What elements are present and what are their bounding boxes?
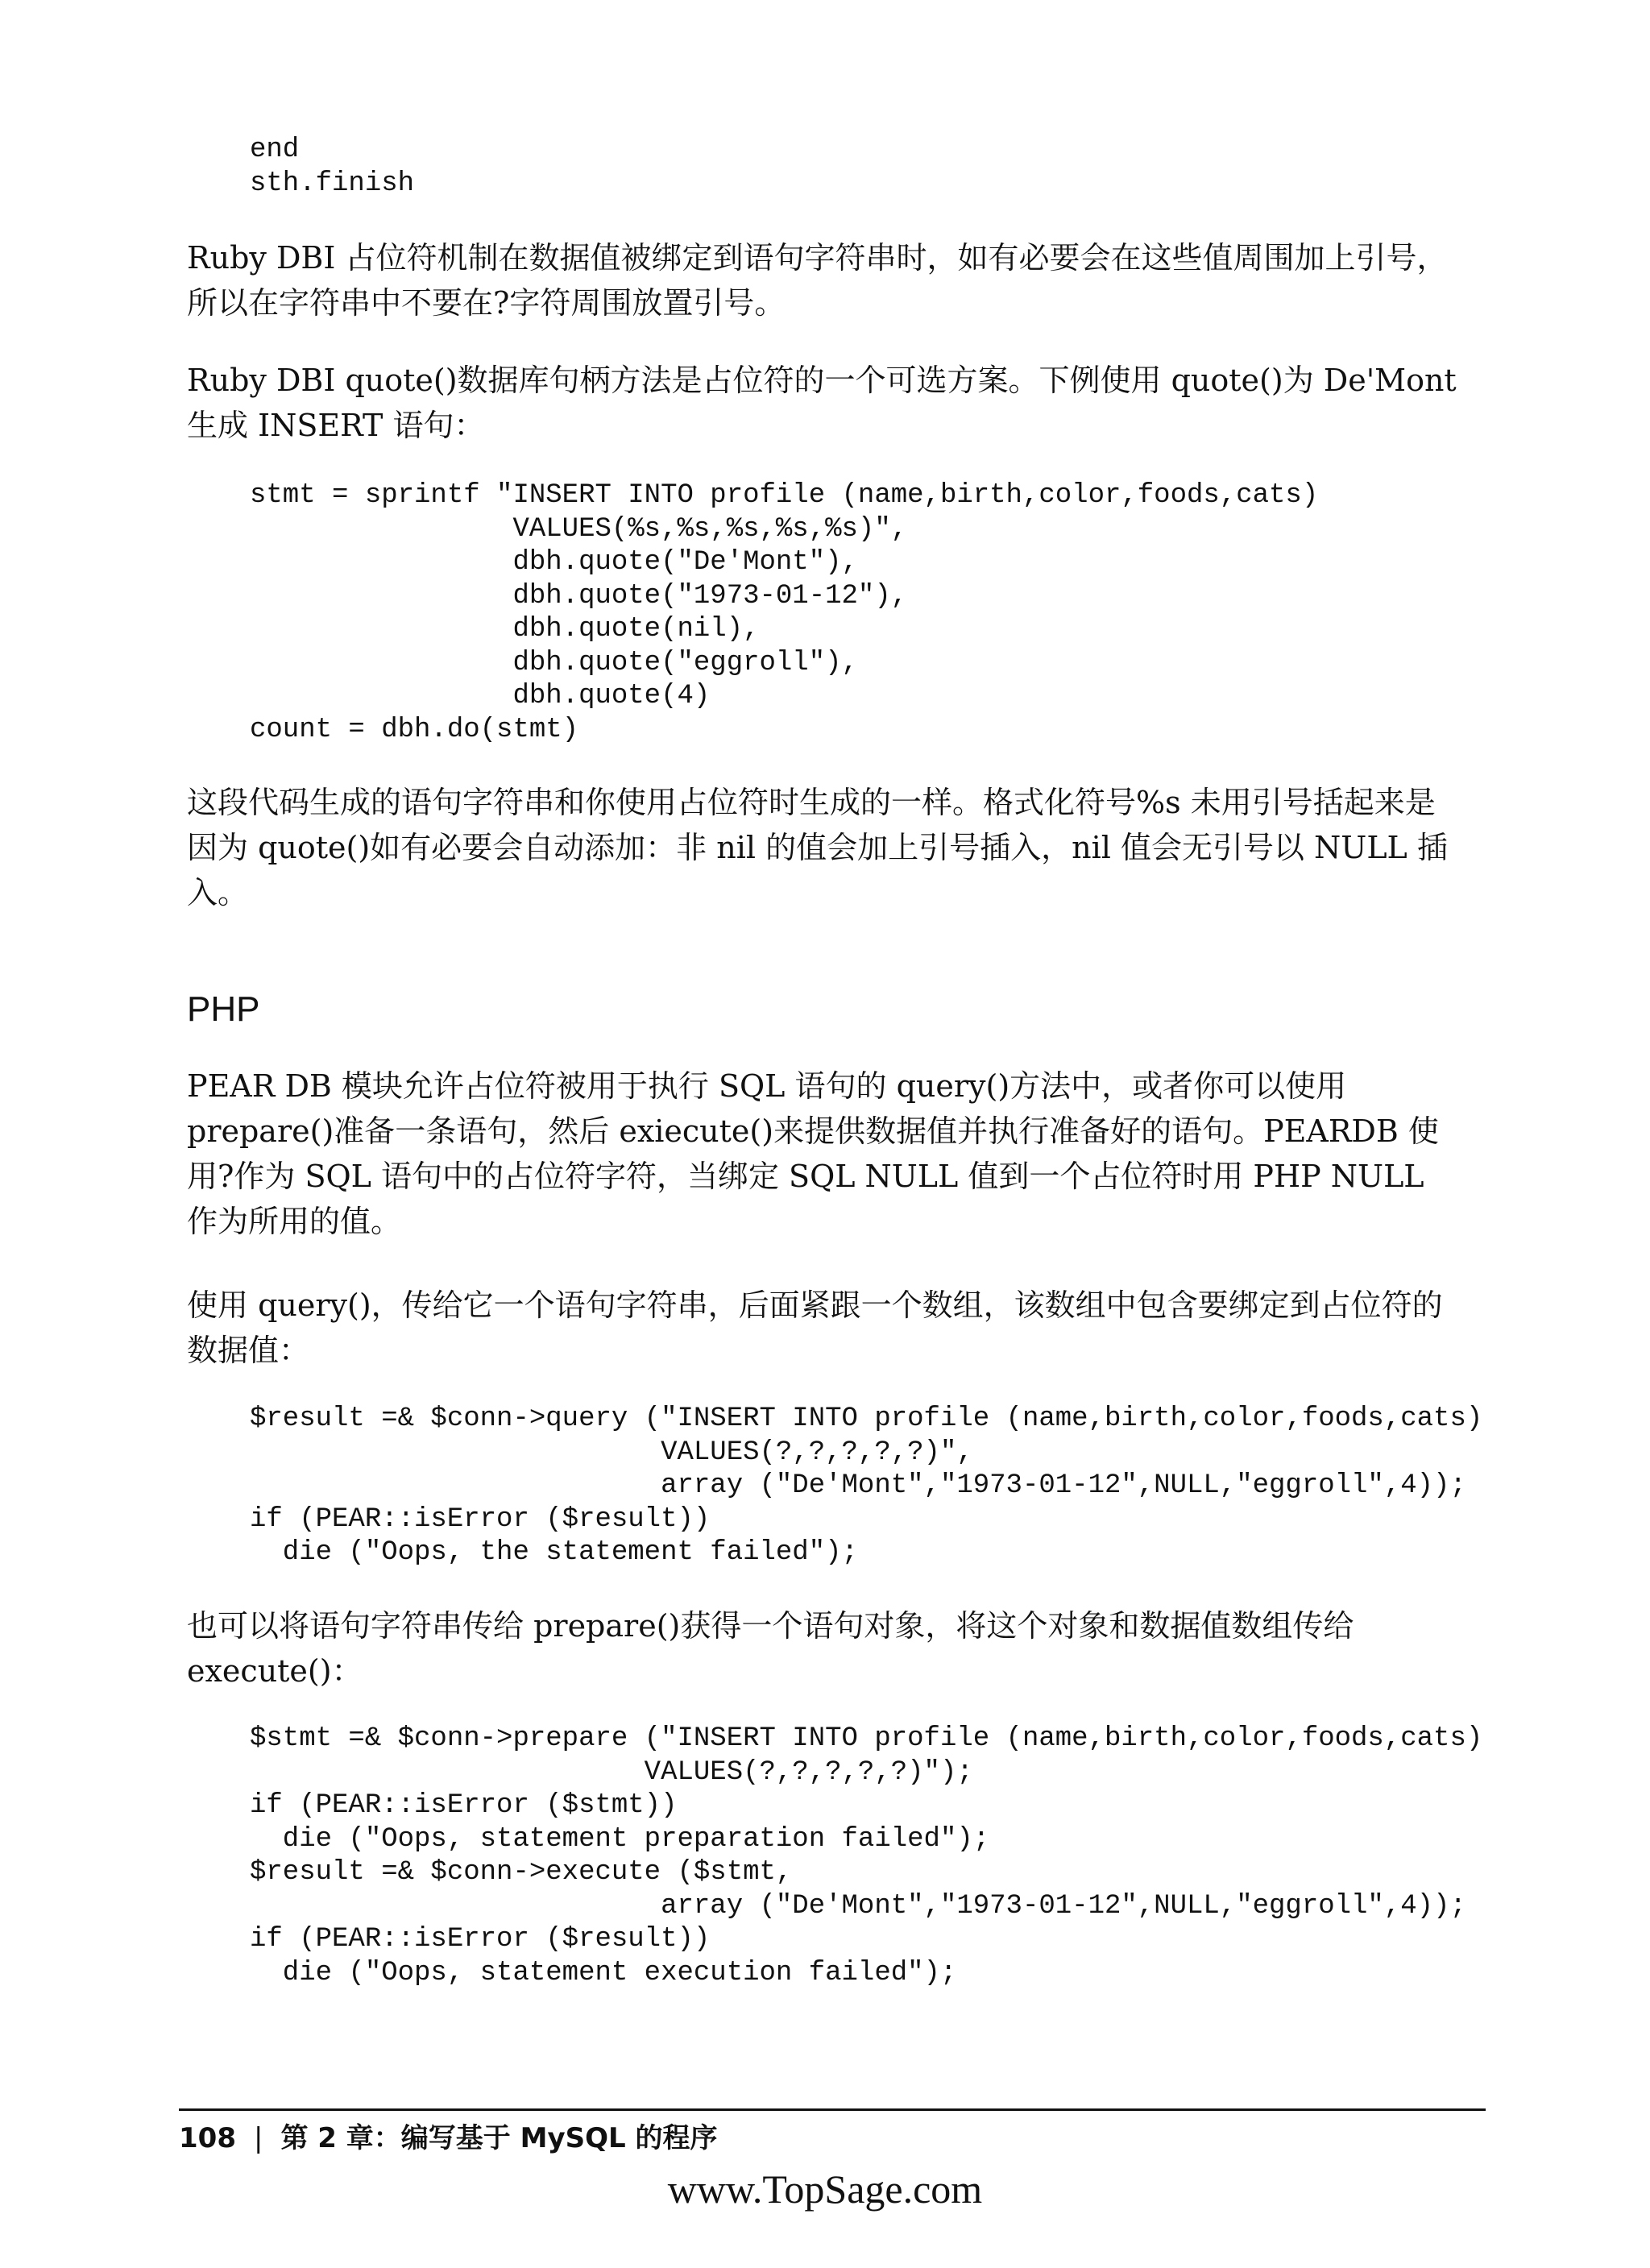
code-line: die ("Oops, the statement failed"); [250,1537,858,1568]
code-line: $result =& $conn->query ("INSERT INTO profile (name,birth,color,foods,cats) [250,1404,1483,1434]
paragraph-pear-prepare: 也可以将语句字符串传给 prepare()获得一个语句对象，将这个对象和数据值数组传给 execute()： [187,1608,1354,1689]
code-line: VALUES(%s,%s,%s,%s,%s)", [250,513,908,545]
code-block-ruby-quote [250,479,1318,747]
code-line: if (PEAR::isError ($stmt)) [250,1790,678,1821]
code-block-ruby-end [250,134,414,201]
code-block-php-prepare [250,1723,1482,1990]
footer-divider [179,2108,1486,2111]
paragraph-ruby-quote-explanation: 这段代码生成的语句字符串和你使用占位符时生成的一样。格式化符号%s 未用引号括起来是因为 quote()如有必要会自动添加：非 nil 的值会加上引号插入，nil 值会无引号以 NULL 插入。 [187,785,1448,910]
paragraph-pear-db-intro: PEAR DB 模块允许占位符被用于执行 SQL 语句的 query()方法中，或者你可以使用 prepare()准备一条语句，然后 exiecute()来提供数据值并执行准备好的语句。PEARDB 使用?作为 SQL 语句中的占位符字符，当绑定 SQL NULL 值到一个占位符时用 PHP NULL 作为所用的值。 [187,1068,1439,1239]
code-line: dbh.quote(4) [250,681,711,711]
code-line: VALUES(?,?,?,?,?)"); [250,1756,973,1788]
section-heading-php: PHP [187,989,260,1029]
code-line: count = dbh.do(stmt) [250,714,579,745]
paragraph-ruby-placeholder-quoting: Ruby DBI 占位符机制在数据值被绑定到语句字符串时，如有必要会在这些值周围加上引号，所以在字符串中不要在?字符周围放置引号。 [187,240,1448,321]
code-line: end [250,135,300,165]
paragraph-ruby-quote-method: Ruby DBI quote()数据库句柄方法是占位符的一个可选方案。下例使用 quote()为 De'Mont 生成 INSERT 语句： [187,363,1457,443]
code-line: die ("Oops, statement execution failed"); [250,1957,957,1988]
code-line: dbh.quote("1973-01-12"), [250,580,908,612]
footer-separator: | [253,2122,263,2154]
code-line: dbh.quote("eggroll"), [250,647,858,678]
code-line: if (PEAR::isError ($result)) [250,1503,711,1535]
code-block-php-query [250,1403,1482,1570]
code-line: $stmt =& $conn->prepare ("INSERT INTO profile (name,birth,color,foods,cats) [250,1723,1483,1754]
page-number: 108 [179,2122,236,2154]
page-footer [179,2116,718,2155]
code-line: sth.finish [250,168,415,199]
chapter-title: 第 2 章：编写基于 MySQL 的程序 [280,2122,718,2154]
paragraph-pear-query: 使用 query()，传给它一个语句字符串，后面紧跟一个数组，该数组中包含要绑定到占位符的数据值： [187,1287,1443,1368]
code-line: dbh.quote(nil), [250,614,760,645]
code-line: array ("De'Mont","1973-01-12",NULL,"eggroll",4)); [250,1890,1466,1922]
code-line: if (PEAR::isError ($result)) [250,1924,711,1955]
code-line: $result =& $conn->execute ($stmt, [250,1857,793,1888]
code-line: dbh.quote("De'Mont"), [250,547,858,578]
code-line: die ("Oops, statement preparation failed"); [250,1823,990,1855]
watermark-url: www.TopSage.com [667,2166,983,2212]
code-line: VALUES(?,?,?,?,?)", [250,1437,973,1468]
code-line: stmt = sprintf "INSERT INTO profile (name,birth,color,foods,cats) [250,480,1319,511]
code-line: array ("De'Mont","1973-01-12",NULL,"eggroll",4)); [250,1470,1466,1501]
